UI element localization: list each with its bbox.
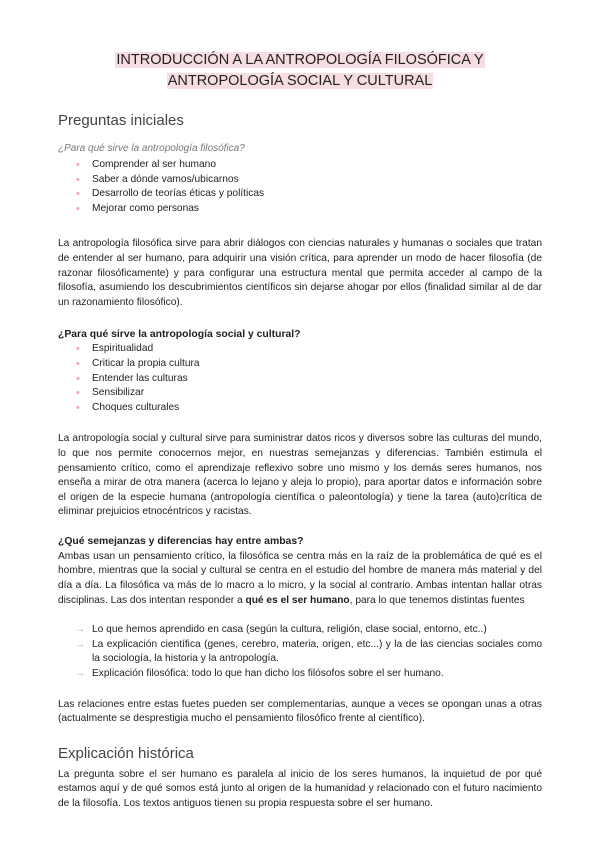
list-item — [58, 623, 542, 638]
section-heading-preguntas: Preguntas iniciales — [58, 112, 184, 129]
list-item — [58, 638, 542, 667]
document-page — [58, 50, 542, 812]
title-line-1: INTRODUCCIÓN A LA ANTROPOLOGÍA FILOSÓFICA Y — [116, 52, 484, 68]
paragraph-historica: La pregunta sobre el ser humano es paralela al inicio de los seres humanos, la inquietud de por qué estamos aquí y de qué somos está junto al origen de la humanidad y relacionado con el futuro nacimiento de la filosofía. Los textos antiguos tienen su propia respuesta sobre el ser humano. — [58, 768, 542, 809]
question-antropologia-social: ¿Para qué sirve la antropología social y cultural? — [58, 329, 301, 341]
list-item-text: La explicación científica (genes, cerebro, materia, origen, etc...) y la de las ciencias sociales como la sociología, la historia y la antropología. — [92, 638, 542, 665]
list-item-text: Lo que hemos aprendido en casa (según la cultura, religión, clase social, entorno, etc..) — [92, 624, 487, 636]
arrow-right-icon: → — [75, 668, 85, 680]
title-line-2: ANTROPOLOGÍA SOCIAL Y CULTURAL — [167, 73, 433, 89]
list-item: • Comprender al ser humano — [58, 158, 542, 173]
list-item: • Saber a dónde vamos/ubicarnos — [58, 173, 542, 188]
paragraph-semejanzas-bold: qué es el ser humano — [245, 594, 350, 606]
paragraph-semejanzas-end: , para lo que tenemos distintas fuentes — [349, 594, 525, 606]
list-item: • Espiritualidad — [58, 342, 542, 357]
list-filosofica-uses — [58, 158, 542, 216]
list-item — [58, 667, 542, 682]
paragraph-social: La antropología social y cultural sirve para suministrar datos ricos y diversos sobre las culturas del mundo, lo que nos permite conocernos mejor, en nuestras semejanzas y diferencias. También estimula el pensamiento crítico, como el aprendizaje reflexivo sobre uno mismo y los demás seres humanos, nos enseña a mirar de otra manera (acerca lo lejano y aleja lo propio), para aportar datos e información sobre el origen de la especie humana (antropología científica o paleontología) y tiene la tarea (auto)crítica de eliminar prejuicios etnocéntricos y racistas. — [58, 433, 542, 518]
list-item: • Mejorar como personas — [58, 202, 542, 217]
paragraph-semejanzas — [58, 550, 542, 608]
paragraph-semejanzas-text: Ambas usan un pensamiento crítico, la filosófica se centra más en la raíz de la problemática de qué es el hombre, mientras que la social y cultural se centra en el estudio del hombre de manera más material y del día a día. La filosófica va más de lo macro a lo micro, y la social al contrario. Ambas intentan hallar otras disciplinas. Las dos intentan responder a — [58, 550, 542, 606]
list-item-text: Explicación filosófica: todo lo que han dicho los filósofos sobre el ser humano. — [92, 668, 444, 680]
list-item: • Criticar la propia cultura — [58, 357, 542, 372]
list-item: • Entender las culturas — [58, 372, 542, 387]
list-item: • Choques culturales — [58, 401, 542, 416]
list-fuentes — [58, 623, 542, 681]
arrow-right-icon: → — [75, 638, 85, 650]
arrow-right-icon: → — [75, 624, 85, 636]
question-semejanzas: ¿Qué semejanzas y diferencias hay entre ambas? — [58, 535, 304, 547]
section-heading-historica: Explicación histórica — [58, 744, 194, 762]
paragraph-filosofica: La antropología filosófica sirve para abrir diálogos con ciencias naturales y humanas o sociales que tratan de entender al ser humano, para adquirir una visión crítica, para aprender un modo de hacer filosofía (de razonar filosóficamente) y para configurar una estructura mental que permita acceder al campo de la filosofía, asumiendo los descubrimientos científicos sin dejarse ahogar por ellos (finalidad similar al de dar un razonamiento filosófico). — [58, 238, 542, 308]
list-item: • Sensibilizar — [58, 386, 542, 401]
list-item: • Desarrollo de teorías éticas y políticas — [58, 187, 542, 202]
list-social-uses — [58, 342, 542, 415]
paragraph-relaciones: Las relaciones entre estas fuetes pueden ser complementarias, aunque a veces se opongan unas a otras (actualmente se desprestigia mucho el pensamiento filosófico frente al científico). — [58, 698, 542, 725]
question-antropologia-filosofica: ¿Para qué sirve la antropología filosófica? — [58, 143, 245, 154]
document-title — [58, 50, 542, 92]
